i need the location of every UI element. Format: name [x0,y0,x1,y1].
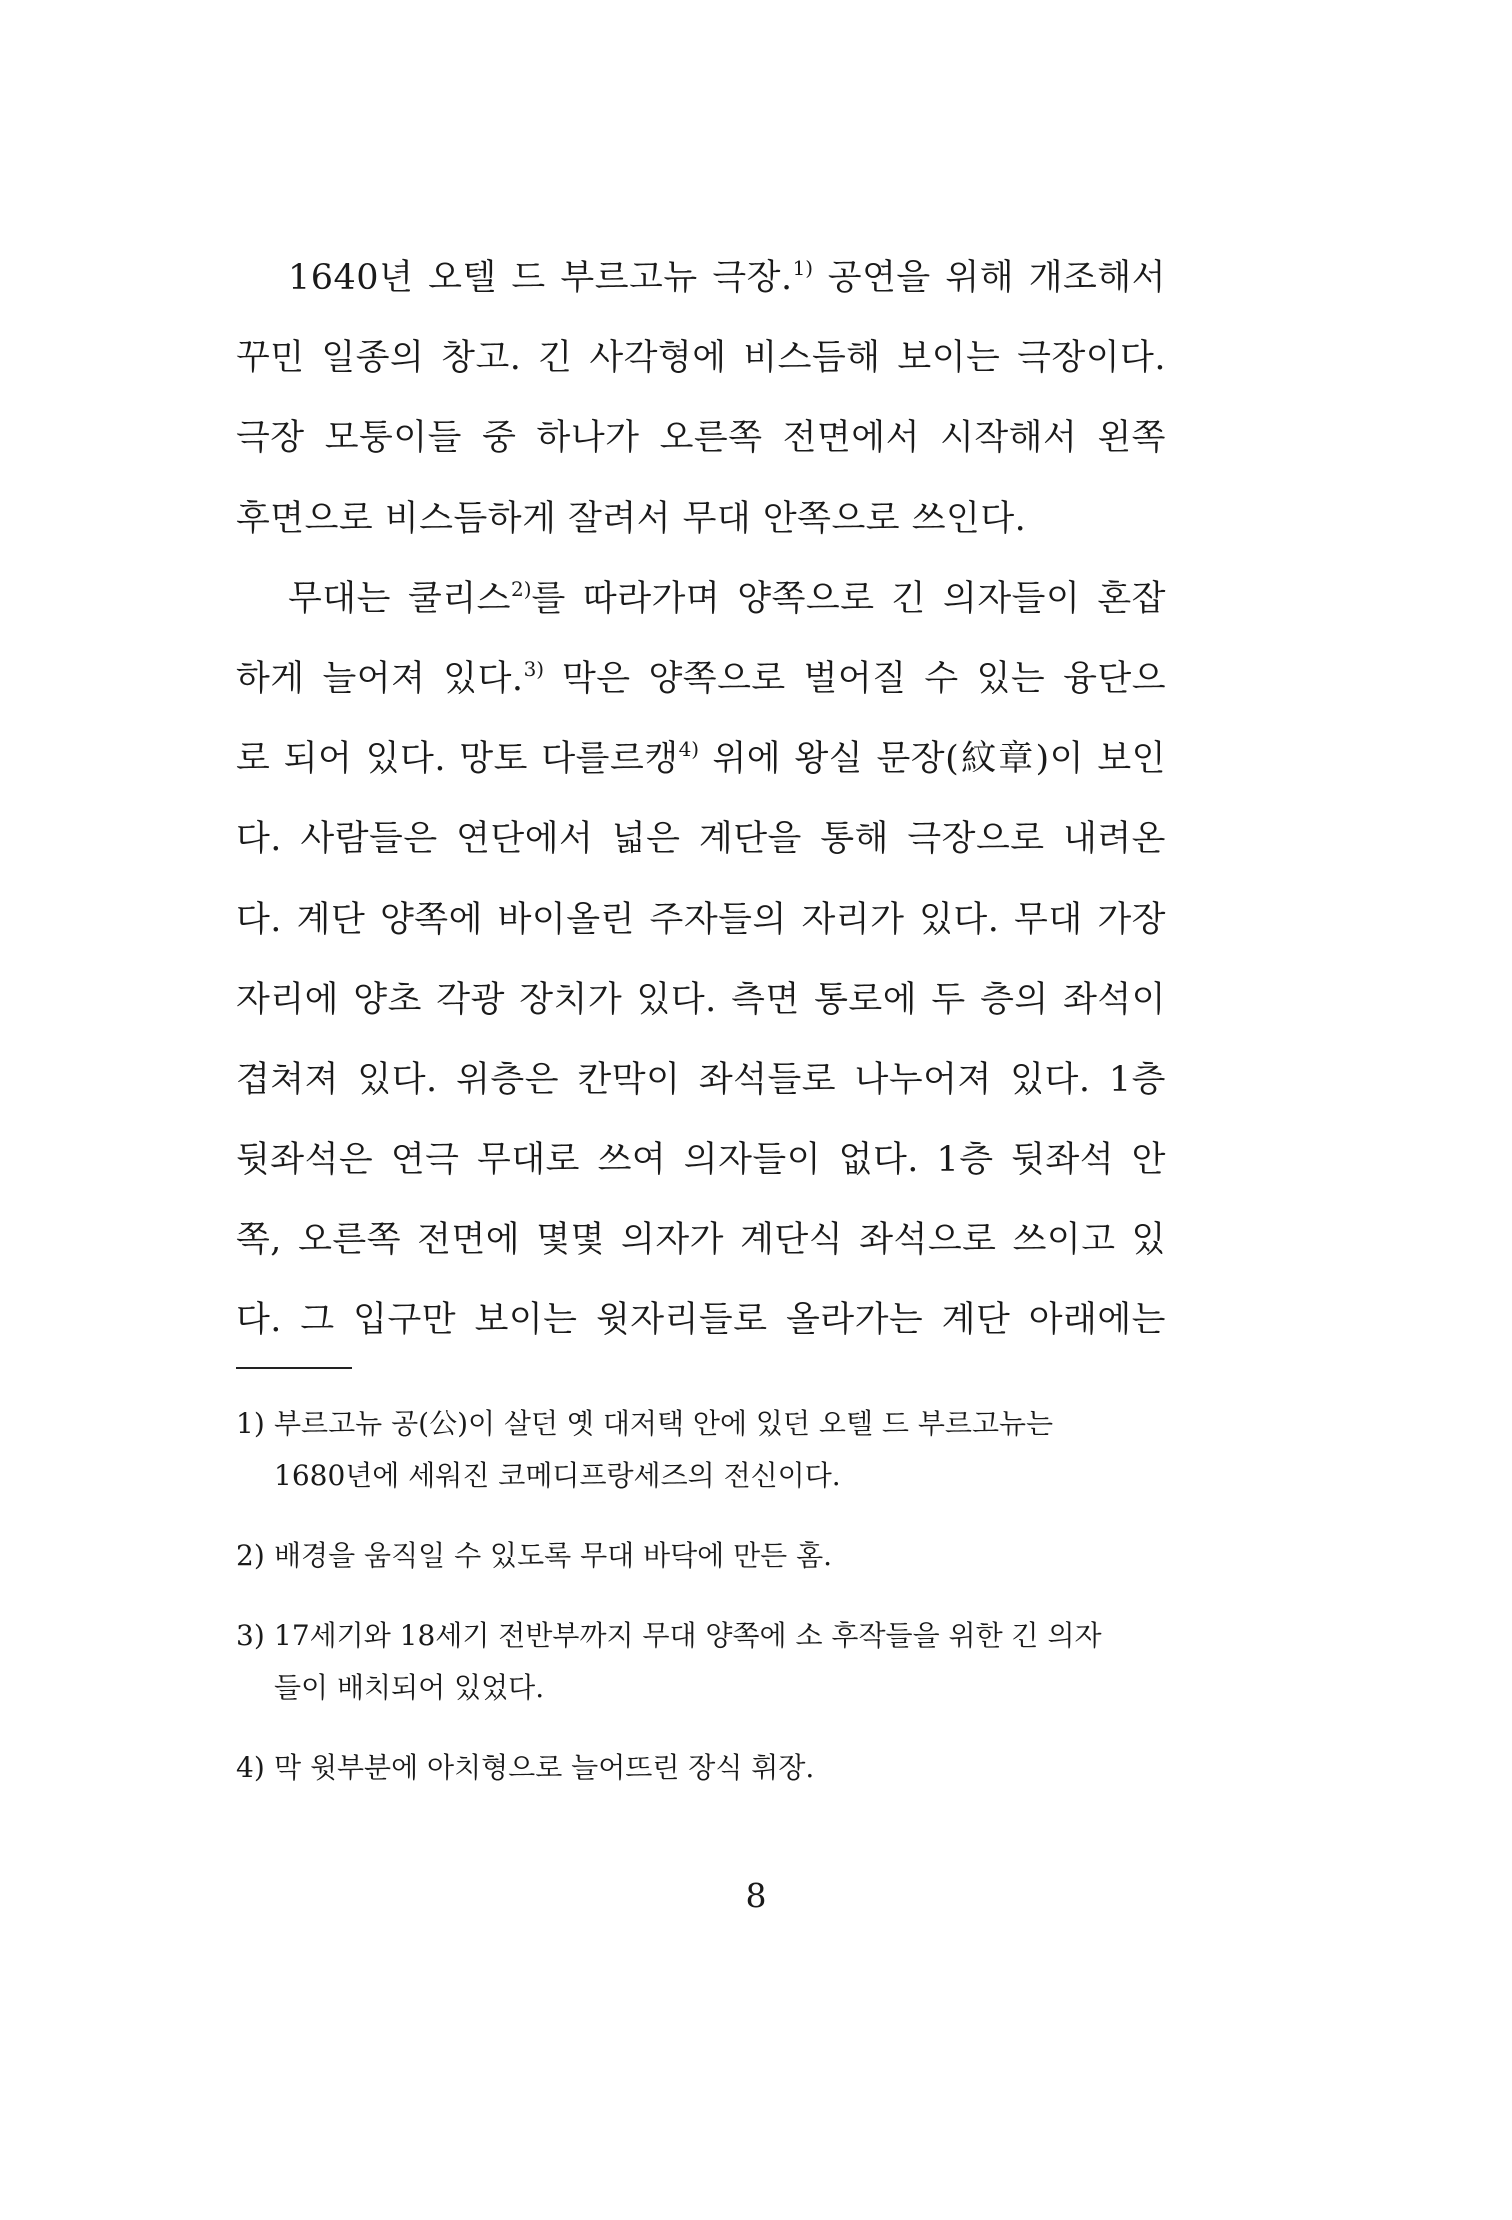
body-text [236,238,1166,1361]
text-line [236,238,1166,318]
footnote-ref-4[interactable]: 4) [678,737,700,762]
page-number: 8 [745,1876,767,1915]
footnote-divider [236,1367,352,1369]
paragraph-1 [236,238,1166,559]
text-line: 다. 사람들은 연단에서 넓은 계단을 통해 극장으로 내려온 [236,819,1166,860]
footnotes [236,1398,1166,1822]
text-run: 로 되어 있다. 망토 다를르캥 [236,739,679,780]
footnote-text: 1680년에 세워진 코메디프랑세즈의 전신이다. [274,1459,841,1492]
footnote-text: 막 윗부분에 아치형으로 늘어뜨린 장식 휘장. [274,1751,815,1784]
footnote-number: 4) [236,1751,265,1784]
paragraph-2 [236,559,1166,1361]
footnote-number: 1) [236,1407,265,1440]
text-line: 뒷좌석은 연극 무대로 쓰여 의자들이 없다. 1층 뒷좌석 안 [236,1140,1166,1181]
text-line [236,719,1166,799]
footnote-text: 배경을 움직일 수 있도록 무대 바닥에 만든 홈. [274,1539,833,1572]
text-run: 하게 늘어져 있다. [236,658,524,699]
footnote-text: 부르고뉴 공(公)이 살던 옛 대저택 안에 있던 오텔 드 부르고뉴는 [274,1407,1054,1440]
text-line: 쪽, 오른쪽 전면에 몇몇 의자가 계단식 좌석으로 쓰이고 있 [236,1220,1166,1261]
text-line [236,639,1166,719]
footnote-number: 2) [236,1539,265,1572]
text-line [236,559,1166,639]
footnote-3 [236,1610,1166,1714]
footnote-4 [236,1742,1166,1794]
text-line: 자리에 양초 각광 장치가 있다. 측면 통로에 두 층의 좌석이 [236,979,1166,1020]
text-run: 위에 왕실 문장(紋章)이 보인 [699,739,1166,780]
text-run: 무대는 쿨리스 [288,578,511,619]
text-line: 극장 모퉁이들 중 하나가 오른쪽 전면에서 시작해서 왼쪽 [236,418,1166,459]
text-run: 를 따라가며 양쪽으로 긴 의자들이 혼잡 [531,578,1166,619]
footnote-number: 3) [236,1619,265,1652]
footnote-ref-1[interactable]: 1) [792,256,814,280]
text-run: 공연을 위해 개조해서 [813,258,1166,298]
text-line: 후면으로 비스듬하게 잘려서 무대 안쪽으로 쓰인다. [236,498,1027,539]
text-line: 다. 계단 양쪽에 바이올린 주자들의 자리가 있다. 무대 가장 [236,899,1166,940]
text-line: 겹쳐져 있다. 위층은 칸막이 좌석들로 나누어져 있다. 1층 [236,1059,1166,1100]
footnote-text: 17세기와 18세기 전반부까지 무대 양쪽에 소 후작들을 위한 긴 의자 [274,1619,1102,1652]
text-run: 막은 양쪽으로 벌어질 수 있는 융단으 [544,658,1166,699]
footnote-ref-2[interactable]: 2) [510,576,532,601]
text-line: 다. 그 입구만 보이는 윗자리들로 올라가는 계단 아래에는 [236,1300,1166,1341]
footnote-ref-3[interactable]: 3) [523,656,545,681]
footnote-2 [236,1530,1166,1582]
footnote-1 [236,1398,1166,1502]
text-run: 1640년 오텔 드 부르고뉴 극장. [288,258,793,298]
footnote-text: 들이 배치되어 있었다. [274,1671,545,1704]
text-line: 꾸민 일종의 창고. 긴 사각형에 비스듬해 보이는 극장이다. [236,338,1166,379]
